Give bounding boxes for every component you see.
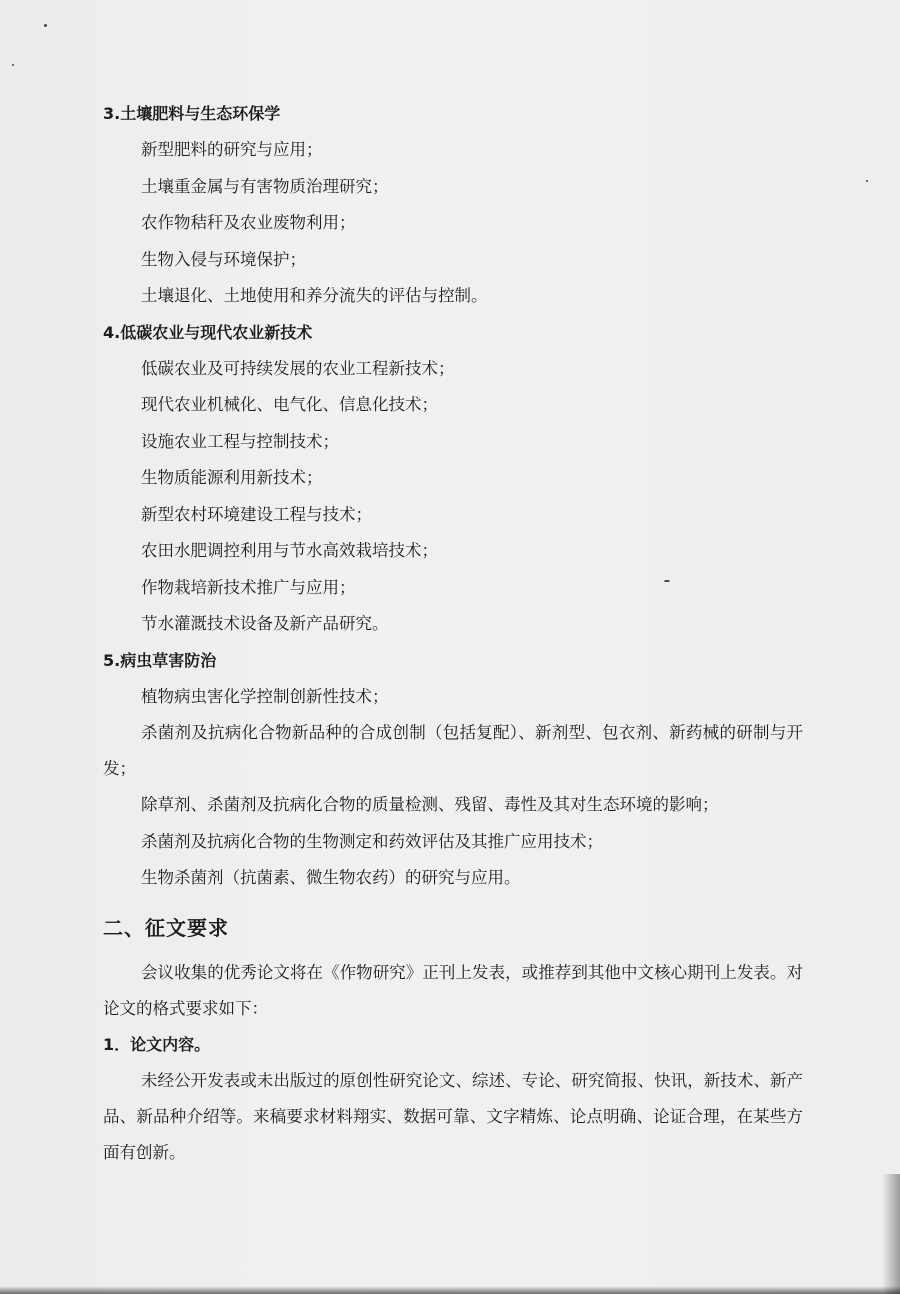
list-item: 生物入侵与环境保护；: [141, 249, 306, 269]
list-item: 低碳农业及可持续发展的农业工程新技术；: [141, 358, 455, 378]
list-item: 新型肥料的研究与应用；: [141, 140, 323, 159]
scan-edge-shadow: [882, 1174, 900, 1294]
list-item: 新型农村环境建设工程与技术；: [141, 504, 372, 524]
list-item: 杀菌剂及抗病化合物新品种的合成创制（包括复配）、新剂型、包衣剂、新药械的研制与开发；: [103, 723, 803, 778]
scan-speck: [44, 24, 47, 27]
document-body: [103, 96, 803, 1171]
list-item: 农田水肥调控利用与节水高效栽培技术；: [141, 541, 438, 560]
list-item: 生物杀菌剂（抗菌素、微生物农药）的研究与应用。: [141, 868, 521, 887]
section-low-carbon-agriculture: [103, 315, 803, 643]
list-item: 设施农业工程与控制技术；: [141, 431, 339, 451]
list-item: 现代农业机械化、电气化、信息化技术；: [141, 395, 438, 414]
content-paragraph: 未经公开发表或未出版过的原创性研究论文、综述、专论、研究简报、快讯，新技术、新产品、新品种介绍等。来稿要求材料翔实、数据可靠、文字精炼、论点明确、论证合理，在某些方面有创新。: [103, 1070, 803, 1162]
scan-speck: [866, 180, 868, 182]
scan-speck: [12, 64, 14, 66]
section-heading: 4.低碳农业与现代农业新技术: [103, 322, 313, 342]
list-item: 除草剂、杀菌剂及抗病化合物的质量检测、残留、毒性及其对生态环境的影响；: [141, 795, 719, 814]
section-submission-requirements: [103, 909, 803, 1171]
list-item: 杀菌剂及抗病化合物的生物测定和药效评估及其推广应用技术；: [141, 831, 603, 851]
section-pest-control: [103, 643, 803, 897]
section-heading: 3.土壤肥料与生态环保学: [103, 104, 281, 123]
list-item: 作物栽培新技术推广与应用；: [141, 577, 356, 597]
list-item: 农作物秸秆及农业废物利用；: [141, 213, 356, 232]
section-heading: 5.病虫草害防治: [103, 650, 217, 670]
section-title: 二、征文要求: [103, 915, 229, 940]
list-item: 土壤退化、土地使用和养分流失的评估与控制。: [141, 286, 488, 305]
list-item: 节水灌溉技术设备及新产品研究。: [141, 614, 389, 633]
section-soil-fertilizer: [103, 96, 803, 315]
intro-paragraph: 会议收集的优秀论文将在《作物研究》正刊上发表，或推荐到其他中文核心期刊上发表。对论文的格式要求如下：: [103, 962, 803, 1018]
sub-heading: 1．论文内容。: [103, 1034, 211, 1054]
scan-edge-shadow: [0, 1286, 900, 1294]
list-item: 生物质能源利用新技术；: [141, 468, 323, 487]
list-item: 植物病虫害化学控制创新性技术；: [141, 686, 389, 706]
list-item: 土壤重金属与有害物质治理研究；: [141, 176, 389, 196]
